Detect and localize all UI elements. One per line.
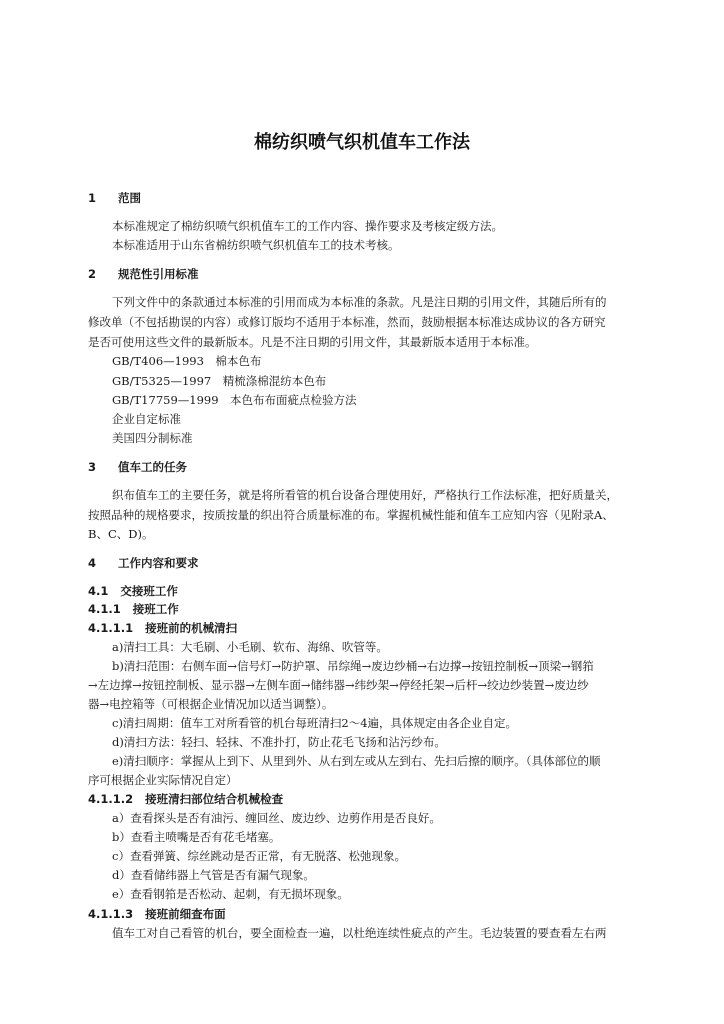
paragraph-line: 下列文件中的条款通过本标准的引用而成为本标准的条款。凡是注日期的引用文件，其随后所有的 xyxy=(112,295,607,309)
section-title: 范围 xyxy=(118,191,141,205)
list-item: b)清扫范围：右侧车面→信号灯→防护罩、吊综绳→废边纱桶→右边撑→按钮控制板→顶梁→钢筘 xyxy=(112,659,594,673)
list-item-continuation: →左边撑→按钮控制板、显示器→左侧车面→储纬器→纬纱架→停经托架→后杆→绞边纱装置→废边纱 xyxy=(88,678,589,692)
section-4-1-1-2-heading xyxy=(88,791,660,808)
list-item: e)清扫顺序：掌握从上到下、从里到外、从右到左或从左到右、先扫后擦的顺序。（具体部位的顺 xyxy=(112,754,601,768)
paragraph-line: 修改单（不包括勘误的内容）或修订版均不适用于本标准，然而，鼓励根据本标准达成协议的各方研究 xyxy=(88,315,606,329)
reference-item: GB/T17759—1999 本色布布面疵点检验方法 xyxy=(112,393,357,407)
paragraph-line: 本标准适用于山东省棉纺织喷气织机值车工的技术考核。 xyxy=(112,238,400,252)
list-item-continuation: 序可根据企业实际情况自定） xyxy=(88,773,238,787)
section-title: 接班清扫部位结合机械检查 xyxy=(145,792,284,806)
reference-item: GB/T406—1993 棉本色布 xyxy=(112,354,262,368)
section-title: 工作内容和要求 xyxy=(118,556,199,570)
section-3-heading xyxy=(88,459,660,476)
section-number: 4.1 xyxy=(88,584,109,598)
section-number: 4.1.1.3 xyxy=(88,907,134,921)
section-title: 接班工作 xyxy=(132,602,179,616)
paragraph-line: 按照品种的规格要求，按质按量的织出符合质量标准的布。掌握机械性能和值车工应知内容（见附录A、 xyxy=(88,508,614,522)
list-item: e）查看钢筘是否松动、起刺，有无损坏现象。 xyxy=(112,887,349,901)
reference-item: GB/T5325—1997 精梳涤棉混纺本色布 xyxy=(112,374,327,388)
list-item: d)清扫方法：轻扫、轻抹、不准扑打，防止花毛飞扬和沾污纱布。 xyxy=(112,735,446,749)
list-item: c）查看弹簧、综丝跳动是否正常，有无脱落、松弛现象。 xyxy=(112,849,406,863)
section-4-1-heading xyxy=(88,583,660,600)
section-title: 接班前的机械清扫 xyxy=(145,621,238,635)
section-title: 值车工的任务 xyxy=(118,460,187,474)
paragraph-line: 织布值车工的主要任务，就是将所看管的机台设备合理使用好，严格执行工作法标准，把好质量关， xyxy=(112,488,618,502)
section-number: 4.1.1 xyxy=(88,602,121,616)
section-1-heading xyxy=(88,190,660,207)
section-title: 交接班工作 xyxy=(120,584,178,598)
section-4-1-1-heading xyxy=(88,601,660,618)
section-number: 4.1.1.2 xyxy=(88,792,134,806)
paragraph-line: 本标准规定了棉纺织喷气织机值车工的工作内容、操作要求及考核定级方法。 xyxy=(112,219,503,233)
reference-item: 美国四分制标准 xyxy=(112,431,193,445)
section-title: 接班前细查布面 xyxy=(145,907,226,921)
section-number: 3 xyxy=(88,460,97,474)
section-4-1-1-3-heading xyxy=(88,906,660,923)
paragraph-line: 值车工对自己看管的机台，要全面检查一遍，以杜绝连续性疵点的产生。毛边装置的要查看左右两 xyxy=(112,926,607,940)
section-number: 1 xyxy=(88,191,97,205)
list-item: d）查看储纬器上气管是否有漏气现象。 xyxy=(112,868,315,882)
section-number: 4.1.1.1 xyxy=(88,621,134,635)
list-item: a)清扫工具：大毛刷、小毛刷、软布、海绵、吹管等。 xyxy=(112,640,388,654)
list-item: a）查看探头是否有油污、缠回丝、废边纱、边剪作用是否良好。 xyxy=(112,811,441,825)
paragraph-line: 是否可使用这些文件的最新版本。凡是不注日期的引用文件，其最新版本适用于本标准。 xyxy=(88,335,537,349)
section-number: 4 xyxy=(88,556,97,570)
section-4-1-1-1-heading xyxy=(88,620,660,637)
list-item: b）查看主喷嘴是否有花毛堵塞。 xyxy=(112,830,281,844)
section-number: 2 xyxy=(88,267,97,281)
list-item-continuation: 器→电控箱等（可根据企业情况加以适当调整）。 xyxy=(88,697,334,711)
reference-item: 企业自定标准 xyxy=(112,412,181,426)
paragraph-line: B、C、D)。 xyxy=(88,527,154,541)
document-title: 棉纺织喷气织机值车工作法 xyxy=(254,132,470,153)
section-4-heading xyxy=(88,555,660,572)
section-2-heading xyxy=(88,266,660,283)
section-title: 规范性引用标准 xyxy=(118,267,199,281)
list-item: c)清扫周期：值车工对所看管的机台每班清扫2～4遍，具体规定由各企业自定。 xyxy=(112,716,518,730)
